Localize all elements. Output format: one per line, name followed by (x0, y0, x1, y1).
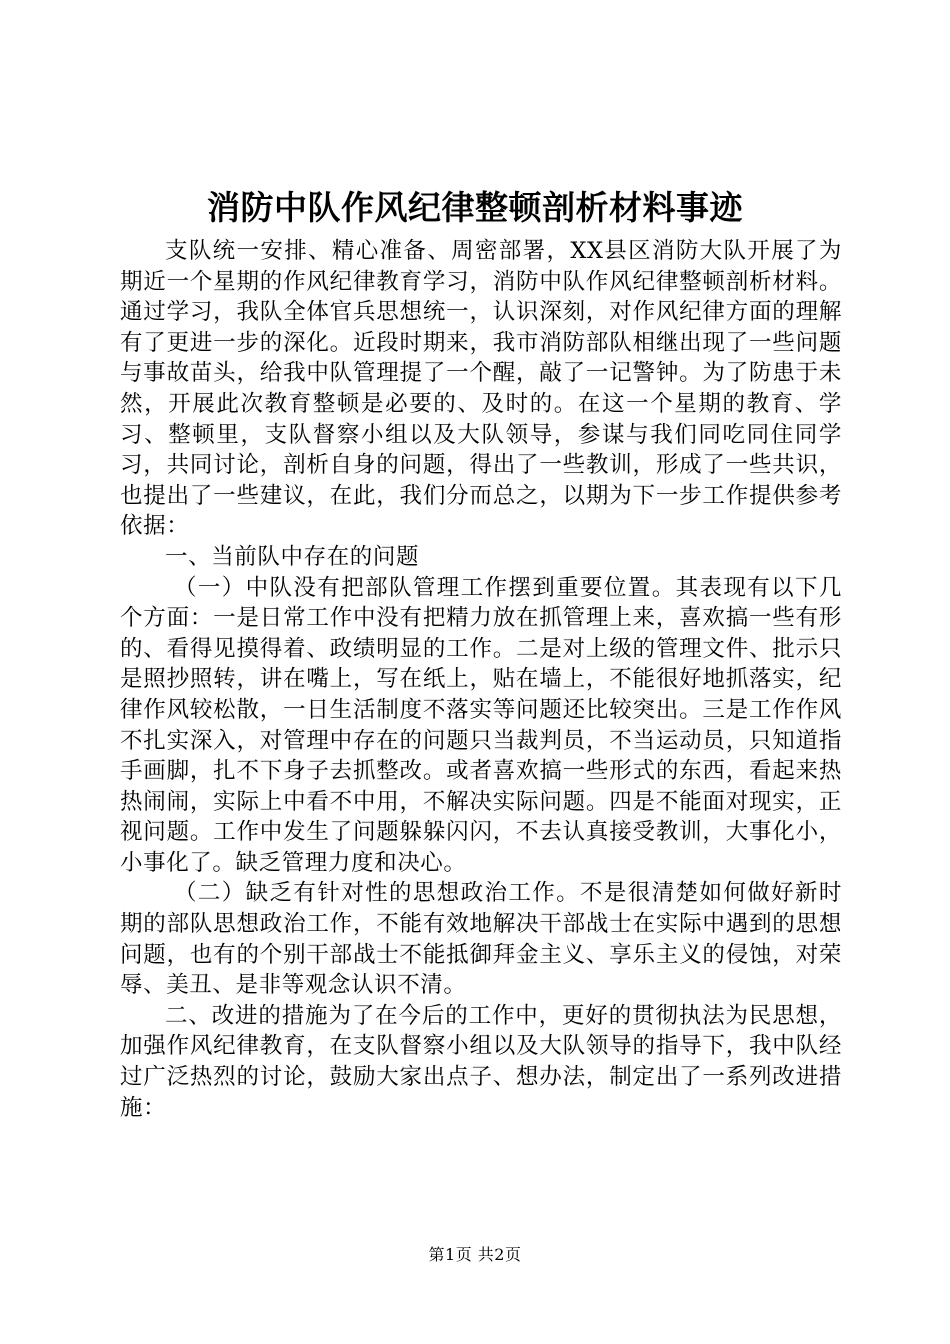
paragraph-measures: 二、改进的措施为了在今后的工作中，更好的贯彻执法为民思想，加强作风纪律教育，在支队督察小组以及大队领导的指导下，我中队经过广泛热烈的讨论，鼓励大家出点子、想办法，制定出了一系列改进措施： (120, 1002, 842, 1121)
section-heading-problems: 一、当前队中存在的问题 (165, 543, 420, 570)
paragraph-problem-1: （一）中队没有把部队管理工作摆到重要位置。其表现有以下几个方面：一是日常工作中没有把精力放在抓管理上来，喜欢搞一些有形的、看得见摸得着、政绩明显的工作。二是对上级的管理文件、批示只是照抄照转，讲在嘴上，写在纸上，贴在墙上，不能很好地抓落实，纪律作风较松散，一日生活制度不落实等问题还比较突出。三是工作作风不扎实深入，对管理中存在的问题只当裁判员，不当运动员，只知道指手画脚，扎不下身子去抓整改。或者喜欢搞一些形式的东西，看起来热热闹闹，实际上中看不中用，不解决实际问题。四是不能面对现实，正视问题。工作中发生了问题躲躲闪闪，不去认真接受教训，大事化小，小事化了。缺乏管理力度和决心。 (120, 574, 842, 876)
page-footer: 第1页 共2页 (428, 1245, 522, 1264)
paragraph-intro: 支队统一安排、精心准备、周密部署，XX县区消防大队开展了为期近一个星期的作风纪律教育学习，消防中队作风纪律整顿剖析材料。通过学习，我队全体官兵思想统一，认识深刻，对作风纪律方面的理解有了更进一步的深化。近段时期来，我市消防部队相继出现了一些问题与事故苗头，给我中队管理提了一个醒，敲了一记警钟。为了防患于未然，开展此次教育整顿是必要的、及时的。在这一个星期的教育、学习、整顿里，支队督察小组以及大队领导，参谋与我们同吃同住同学习，共同讨论，剖析自身的问题，得出了一些教训，形成了一些共识，也提出了一些建议，在此，我们分而总之，以期为下一步工作提供参考依据： (120, 238, 842, 540)
document-body (120, 236, 842, 1123)
paragraph-problem-2: （二）缺乏有针对性的思想政治工作。不是很清楚如何做好新时期的部队思想政治工作，不能有效地解决干部战士在实际中遇到的思想问题，也有的个别干部战士不能抵御拜金主义、享乐主义的侵蚀，对荣辱、美丑、是非等观念认识不清。 (120, 880, 842, 999)
document-title: 消防中队作风纪律整顿剖析材料事迹 (207, 188, 743, 227)
